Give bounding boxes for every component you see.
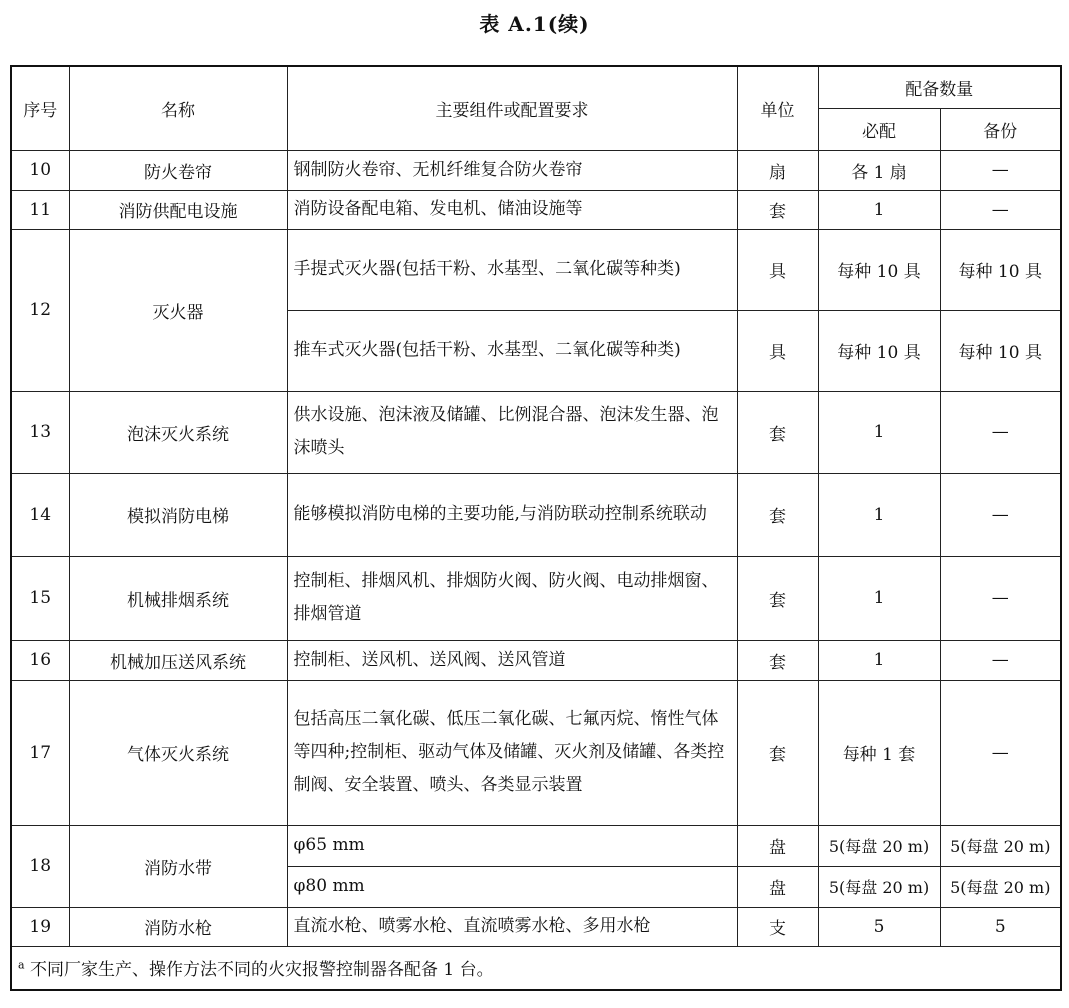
cell-required: 1 xyxy=(818,190,940,229)
header-unit: 单位 xyxy=(737,66,818,150)
cell-requirements: φ80 mm xyxy=(287,866,737,907)
header-required: 必配 xyxy=(818,108,940,150)
table-row xyxy=(11,229,1061,310)
header-row xyxy=(11,66,1061,108)
cell-requirements: 能够模拟消防电梯的主要功能,与消防联动控制系统联动 xyxy=(287,473,737,556)
cell-unit: 套 xyxy=(737,473,818,556)
cell-unit: 具 xyxy=(737,229,818,310)
cell-seq: 16 xyxy=(11,640,69,680)
cell-requirements: 钢制防火卷帘、无机纤维复合防火卷帘 xyxy=(287,150,737,190)
cell-required: 每种 1 套 xyxy=(818,680,940,825)
cell-requirements: 控制柜、送风机、送风阀、送风管道 xyxy=(287,640,737,680)
header-name: 名称 xyxy=(69,66,287,150)
cell-name: 泡沫灭火系统 xyxy=(69,391,287,473)
footnote-marker: a xyxy=(18,958,25,972)
cell-seq: 14 xyxy=(11,473,69,556)
cell-backup: — xyxy=(940,640,1061,680)
header-seq: 序号 xyxy=(11,66,69,150)
cell-backup: 每种 10 具 xyxy=(940,310,1061,391)
cell-requirements: 直流水枪、喷雾水枪、直流喷雾水枪、多用水枪 xyxy=(287,907,737,946)
cell-requirements: 手提式灭火器(包括干粉、水基型、二氧化碳等种类) xyxy=(287,229,737,310)
cell-name: 消防供配电设施 xyxy=(69,190,287,229)
cell-unit: 扇 xyxy=(737,150,818,190)
cell-required: 5 xyxy=(818,907,940,946)
header-backup: 备份 xyxy=(940,108,1061,150)
cell-required: 1 xyxy=(818,391,940,473)
cell-seq: 10 xyxy=(11,150,69,190)
table-row xyxy=(11,473,1061,556)
cell-backup: — xyxy=(940,473,1061,556)
cell-backup: 5 xyxy=(940,907,1061,946)
table-row xyxy=(11,150,1061,190)
cell-seq: 19 xyxy=(11,907,69,946)
cell-seq: 17 xyxy=(11,680,69,825)
cell-unit: 套 xyxy=(737,190,818,229)
cell-required: 每种 10 具 xyxy=(818,229,940,310)
cell-seq: 13 xyxy=(11,391,69,473)
note-row xyxy=(11,946,1061,990)
cell-seq: 15 xyxy=(11,556,69,640)
cell-required: 1 xyxy=(818,473,940,556)
cell-required: 1 xyxy=(818,556,940,640)
header-quantity-group: 配备数量 xyxy=(818,66,1061,108)
cell-required: 5(每盘 20 m) xyxy=(818,866,940,907)
header-requirements: 主要组件或配置要求 xyxy=(287,66,737,150)
cell-required: 每种 10 具 xyxy=(818,310,940,391)
cell-requirements: 包括高压二氧化碳、低压二氧化碳、七氟丙烷、惰性气体等四种;控制柜、驱动气体及储罐、灭火剂及储罐、各类控制阀、安全装置、喷头、各类显示装置 xyxy=(287,680,737,825)
table-row xyxy=(11,680,1061,825)
cell-name: 气体灭火系统 xyxy=(69,680,287,825)
cell-unit: 支 xyxy=(737,907,818,946)
cell-unit: 具 xyxy=(737,310,818,391)
table-row xyxy=(11,825,1061,866)
table-title: 表 A.1(续) xyxy=(479,12,590,36)
cell-required: 各 1 扇 xyxy=(818,150,940,190)
table-row xyxy=(11,907,1061,946)
table-note xyxy=(11,946,1061,990)
cell-unit: 套 xyxy=(737,680,818,825)
cell-name: 消防水带 xyxy=(69,825,287,907)
cell-backup: — xyxy=(940,556,1061,640)
cell-unit: 盘 xyxy=(737,825,818,866)
equipment-table xyxy=(10,65,1062,991)
cell-requirements: 推车式灭火器(包括干粉、水基型、二氧化碳等种类) xyxy=(287,310,737,391)
table-row xyxy=(11,190,1061,229)
cell-unit: 套 xyxy=(737,391,818,473)
cell-requirements: 控制柜、排烟风机、排烟防火阀、防火阀、电动排烟窗、排烟管道 xyxy=(287,556,737,640)
cell-name: 灭火器 xyxy=(69,229,287,391)
cell-backup: 5(每盘 20 m) xyxy=(940,866,1061,907)
cell-seq: 18 xyxy=(11,825,69,907)
table-row xyxy=(11,391,1061,473)
table-row xyxy=(11,556,1061,640)
cell-name: 机械加压送风系统 xyxy=(69,640,287,680)
cell-requirements: φ65 mm xyxy=(287,825,737,866)
cell-backup: — xyxy=(940,190,1061,229)
cell-seq: 12 xyxy=(11,229,69,391)
cell-backup: 5(每盘 20 m) xyxy=(940,825,1061,866)
cell-requirements: 消防设备配电箱、发电机、储油设施等 xyxy=(287,190,737,229)
cell-unit: 套 xyxy=(737,640,818,680)
cell-backup: — xyxy=(940,680,1061,825)
cell-unit: 盘 xyxy=(737,866,818,907)
cell-required: 5(每盘 20 m) xyxy=(818,825,940,866)
note-text: 不同厂家生产、操作方法不同的火灾报警控制器各配备 1 台。 xyxy=(29,960,494,981)
cell-backup: — xyxy=(940,391,1061,473)
cell-seq: 11 xyxy=(11,190,69,229)
cell-name: 机械排烟系统 xyxy=(69,556,287,640)
cell-unit: 套 xyxy=(737,556,818,640)
cell-requirements: 供水设施、泡沫液及储罐、比例混合器、泡沫发生器、泡沫喷头 xyxy=(287,391,737,473)
cell-backup: — xyxy=(940,150,1061,190)
table-row xyxy=(11,640,1061,680)
cell-name: 消防水枪 xyxy=(69,907,287,946)
cell-required: 1 xyxy=(818,640,940,680)
cell-name: 模拟消防电梯 xyxy=(69,473,287,556)
cell-backup: 每种 10 具 xyxy=(940,229,1061,310)
cell-name: 防火卷帘 xyxy=(69,150,287,190)
